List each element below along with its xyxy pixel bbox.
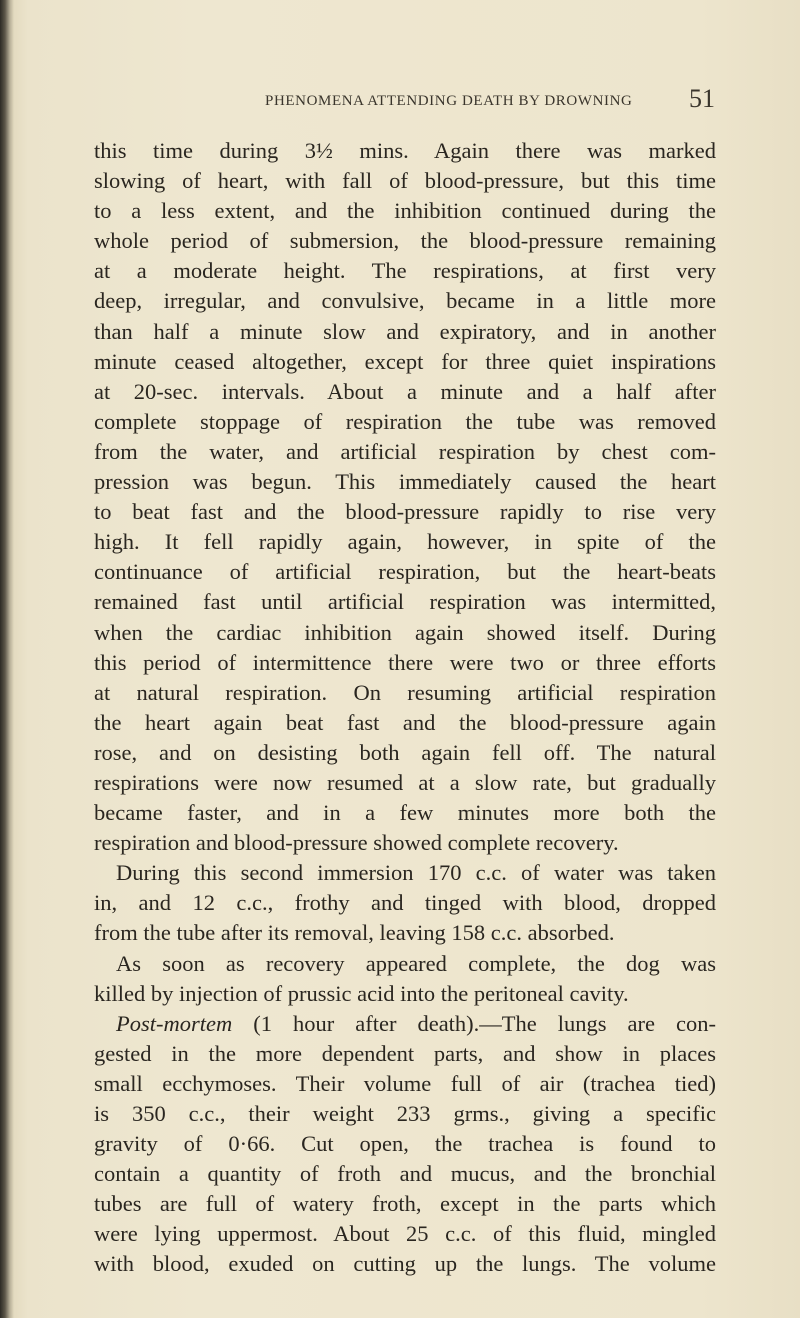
page-number: 51 [689,84,715,113]
text-line: at natural respiration. On resuming artificial respiration [94,679,716,705]
text-line: gravity of 0·66. Cut open, the trachea is found to [94,1131,716,1157]
running-head: PHENOMENA ATTENDING DEATH BY DROWNING [265,93,633,109]
text-line: the heart again beat fast and the blood-pressure again [94,709,716,735]
text-line: remained fast until artificial respiration was intermitted, [94,589,716,615]
text-line: Post-mortem (1 hour after death).—The lungs are con- [116,1010,716,1036]
text-line: this period of intermittence there were two or three efforts [94,649,716,675]
text-line: with blood, exuded on cutting up the lungs. The volume [94,1251,716,1277]
text-line: respirations were now resumed at a slow rate, but gradually [94,769,716,795]
text-line: when the cardiac inhibition again showed itself. During [94,619,716,645]
text-line: were lying uppermost. About 25 c.c. of this fluid, mingled [94,1221,716,1247]
text-line: killed by injection of prussic acid into the peritoneal cavity. [94,980,629,1006]
text-line: deep, irregular, and convulsive, became in a little more [94,288,716,314]
text-line: in, and 12 c.c., frothy and tinged with blood, dropped [94,890,716,916]
page-header [265,84,715,114]
text-line: During this second immersion 170 c.c. of water was taken [116,860,716,886]
text-line: complete stoppage of respiration the tube was removed [94,408,716,434]
text-line: at 20-sec. intervals. About a minute and a half after [94,378,716,404]
text-line: tubes are full of watery froth, except in the parts which [94,1191,716,1217]
text-line: is 350 c.c., their weight 233 grms., giving a specific [94,1101,716,1126]
italic-term: Post-mortem [116,1010,233,1036]
text-line: to a less extent, and the inhibition continued during the [94,198,716,224]
text-line: respiration and blood-pressure showed complete recovery. [94,830,619,856]
text-line: continuance of artificial respiration, but the heart-beats [94,559,716,585]
text-line: high. It fell rapidly again, however, in spite of the [94,529,716,555]
text-line: minute ceased altogether, except for three quiet inspirations [94,348,716,374]
text-line: this time during 3½ mins. Again there was marked [94,138,716,163]
text-line: from the tube after its removal, leaving 158 c.c. absorbed. [94,920,615,946]
text-line: from the water, and artificial respiration by chest com- [94,438,716,464]
text-line: than half a minute slow and expiratory, and in another [94,318,716,344]
text-line: gested in the more dependent parts, and show in places [94,1040,716,1066]
text-line: whole period of submersion, the blood-pressure remaining [94,228,716,254]
text-line: pression was begun. This immediately caused the heart [94,469,716,495]
text-line: to beat fast and the blood-pressure rapidly to rise very [94,499,716,525]
text-line: rose, and on desisting both again fell off. The natural [94,739,716,765]
text-line: became faster, and in a few minutes more both the [94,800,716,826]
text-line: As soon as recovery appeared complete, the dog was [116,950,716,976]
text-line: slowing of heart, with fall of blood-pressure, but this time [94,168,716,194]
book-binding-edge [0,0,14,1318]
text-line: contain a quantity of froth and mucus, and the bronchial [94,1161,716,1187]
text-line: at a moderate height. The respirations, at first very [94,258,716,284]
text-line: small ecchymoses. Their volume full of air (trachea tied) [94,1070,716,1096]
body-text [94,136,716,1280]
